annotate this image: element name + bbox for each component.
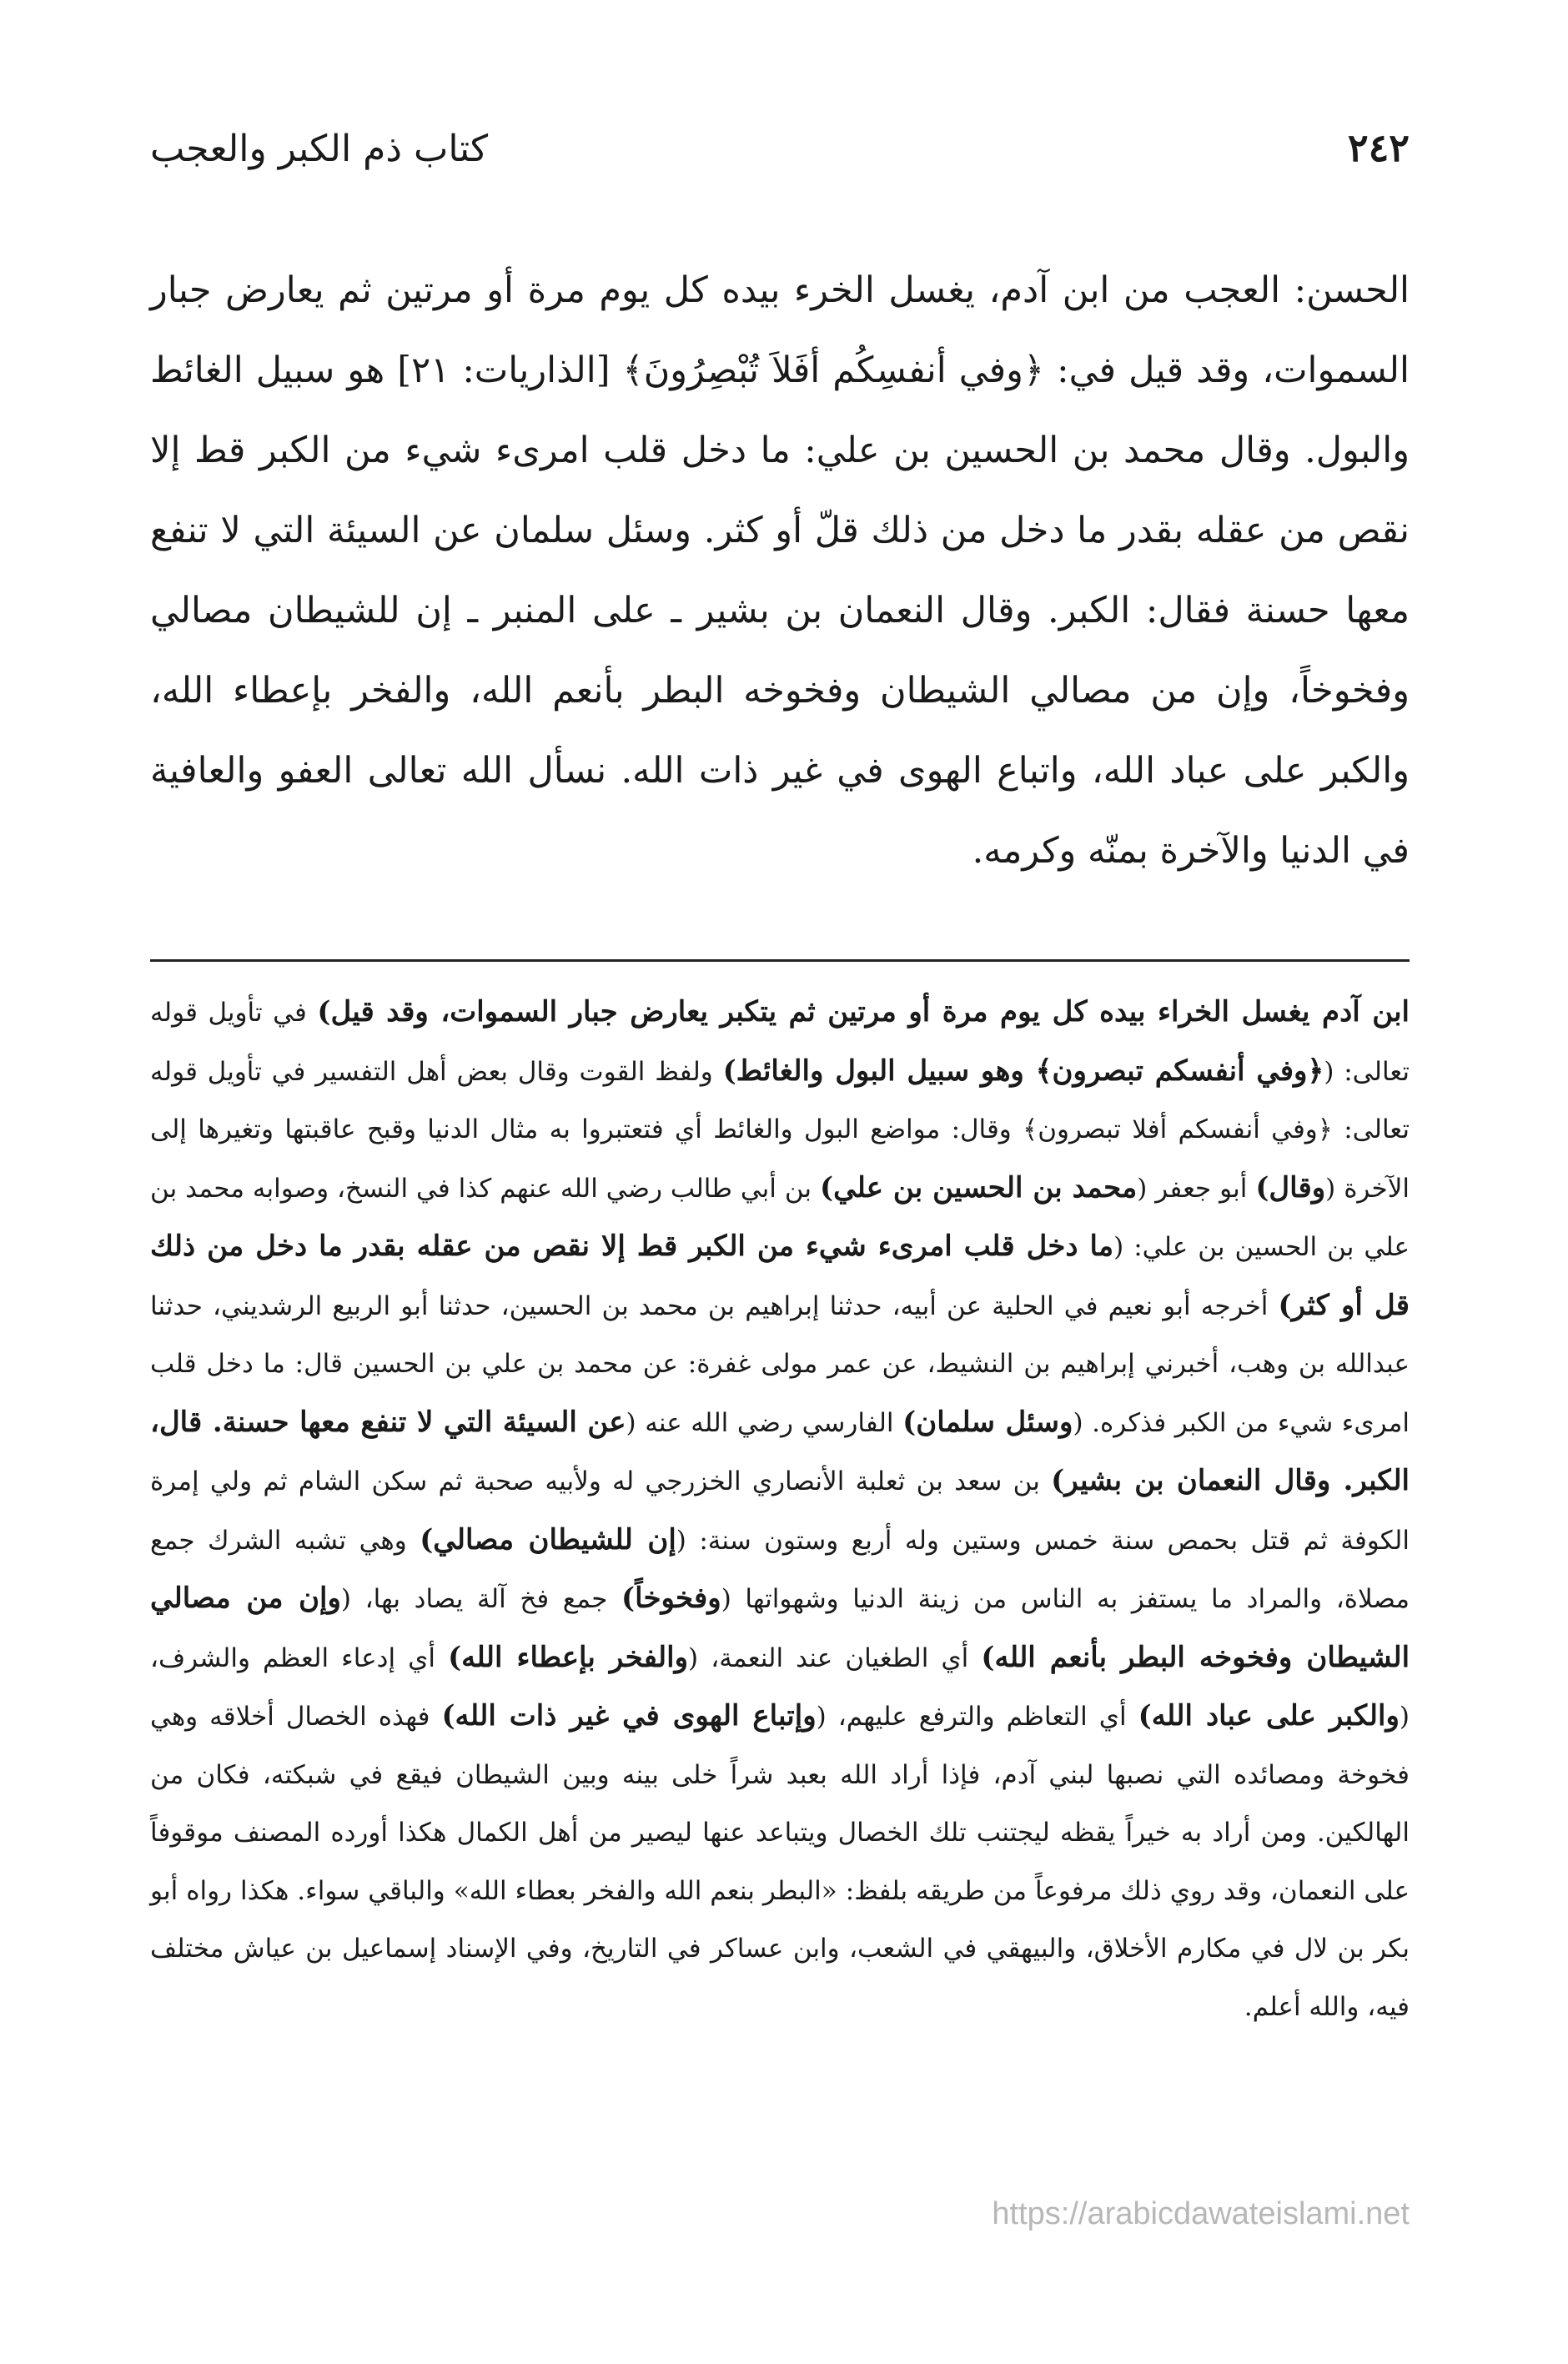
quoted-text: وفخوخاً): [621, 1582, 721, 1615]
page-header: [150, 125, 1410, 200]
commentary-text: بن سعد بن ثعلبة الأنصاري الخزرجي له ولأبيه صحبة ثم سكن الشام ثم ولي إمرة الكوفة ثم قتل بحمص سنة خمس وستين وله أربع وستون سنة: (: [150, 1466, 1410, 1556]
quoted-text: ﴿وفي أنفسكم تبصرون﴾ وهو سبيل البول والغائط): [722, 1054, 1324, 1088]
quoted-text: ابن آدم يغسل الخراء بيده كل يوم مرة أو مرتين ثم يتكبر يعارض جبار السموات، وقد قيل): [317, 995, 1410, 1029]
commentary-text: أي إدعاء العظم والشرف، (: [150, 1642, 1410, 1732]
commentary-text: أي الطغيان عند النعمة، (: [688, 1642, 982, 1673]
commentary-text: وهي تشبه الشرك جمع مصلاة، والمراد ما يستفز به الناس من زينة الدنيا وشهواتها (: [150, 1525, 1410, 1614]
commentary-text: أخرجه أبو نعيم في الحلية عن أبيه، حدثنا إبراهيم بن محمد بن الحسين، حدثنا أبو الربيع الرشديني، حدثنا عبدالله بن وهب، أخبرني إبراهيم بن النشيط، عن عمر مولى غفرة: عن محمد بن علي بن الحسين قال: ما دخل قلب امرىء شيء من الكبر فذكره. (: [150, 1290, 1410, 1438]
quoted-text: وقال): [1255, 1170, 1326, 1205]
quoted-text: وإتباع الهوى في غير ذات الله): [441, 1699, 817, 1733]
main-text: الحسن: العجب من ابن آدم، يغسل الخرء بيده كل يوم مرة أو مرتين ثم يعارض جبار السموات، وقد قيل في: ﴿وفي أنفسِكُم أفَلاَ تُبْصِرُونَ﴾ [الذاريات: ٢١] هو سبيل الغائط والبول. وقال محمد بن الحسين بن علي: ما دخل قلب امرىء شيء من الكبر قط إلا نقص من عقله بقدر ما دخل من ذلك قلّ أو كثر. وسئل سلمان عن السيئة التي لا تنفع معها حسنة فقال: الكبر. وقال النعمان بن بشير ـ على المنبر ـ إن للشيطان مصالي وفخوخاً، وإن من مصالي الشيطان وفخوخه البطر بأنعم الله، والفخر بإعطاء الله، والكبر على عباد الله، واتباع الهوى في غير ذات الله. نسأل الله تعالى العفو والعافية في الدنيا والآخرة بمنّه وكرمه.: [150, 269, 1410, 872]
quoted-text: ما دخل قلب امرىء شيء من الكبر قط إلا نقص من عقله بقدر ما دخل من ذلك قل أو كثر): [150, 1230, 1410, 1322]
quoted-text: عن السيئة التي لا تنفع معها حسنة. قال، الكبر. وقال النعمان بن بشير): [150, 1405, 1410, 1497]
quoted-text: محمد بن الحسين بن علي): [820, 1170, 1138, 1205]
site-watermark: https://arabicdawateislami.net: [992, 2196, 1410, 2231]
commentary-footnote: [150, 983, 1410, 2036]
quoted-text: وسئل سلمان): [902, 1405, 1073, 1439]
quoted-text: وإن من مصالي الشيطان وفخوخه البطر بأنعم الله): [150, 1582, 1410, 1674]
quoted-text: إن للشيطان مصالي): [420, 1522, 676, 1557]
commentary-text: بن أبي طالب رضي الله عنهم كذا في النسخ، وصوابه محمد بن علي بن الحسين بن علي: (: [150, 1173, 1410, 1262]
commentary-text: ولفظ القوت وقال بعض أهل التفسير في تأويل قوله تعالى: ﴿وفي أنفسكم أفلا تبصرون﴾ وقال: مواضع البول والغائط أي فتعتبروا به مثال الدنيا وقبح عاقبتها وتغيرها إلى الآخرة (: [150, 1056, 1410, 1204]
page-number: ٢٤٢: [1347, 125, 1410, 170]
quoted-text: والكبر على عباد الله): [1138, 1699, 1400, 1733]
commentary-text: أبو جعفر (: [1137, 1173, 1256, 1204]
book-page: [150, 125, 1410, 2311]
running-title: كتاب ذم الكبر والعجب: [150, 128, 489, 170]
commentary-text: جمع فخ آلة يصاد بها، (: [340, 1584, 622, 1614]
commentary-text: فهذه الخصال أخلاقه وهي فخوخة ومصائده التي نصبها لبني آدم، فإذا أراد الله بعبد شراً خلى بينه وبين الشيطان فيقع في شبكته، فكان من الهالكين. ومن أراد به خيراً يقظه ليجتنب تلك الخصال ويتباعد عنها ليصير من أهل الكمال هكذا أورده المصنف موقوفاً على النعمان، وقد روي ذلك مرفوعاً من طريقه بلفظ: «البطر بنعم الله والفخر بعطاء الله» والباقي سواء. هكذا رواه أبو بكر بن لال في مكارم الأخلاق، والبيهقي في الشعب، وابن عساكر في التاريخ، وفي الإسناد إسماعيل بن عياش مختلف فيه، والله أعلم.: [150, 1702, 1410, 2022]
quoted-text: والفخر بإعطاء الله): [448, 1640, 689, 1674]
commentary-text: الفارسي رضي الله عنه (: [626, 1407, 903, 1438]
footnote-divider: [150, 959, 1410, 962]
footnote-paragraph: [150, 983, 1410, 2036]
commentary-text: أي التعاظم والترفع عليهم، (: [816, 1702, 1138, 1732]
commentary-text: في تأويل قوله تعالى: (: [150, 998, 1410, 1087]
